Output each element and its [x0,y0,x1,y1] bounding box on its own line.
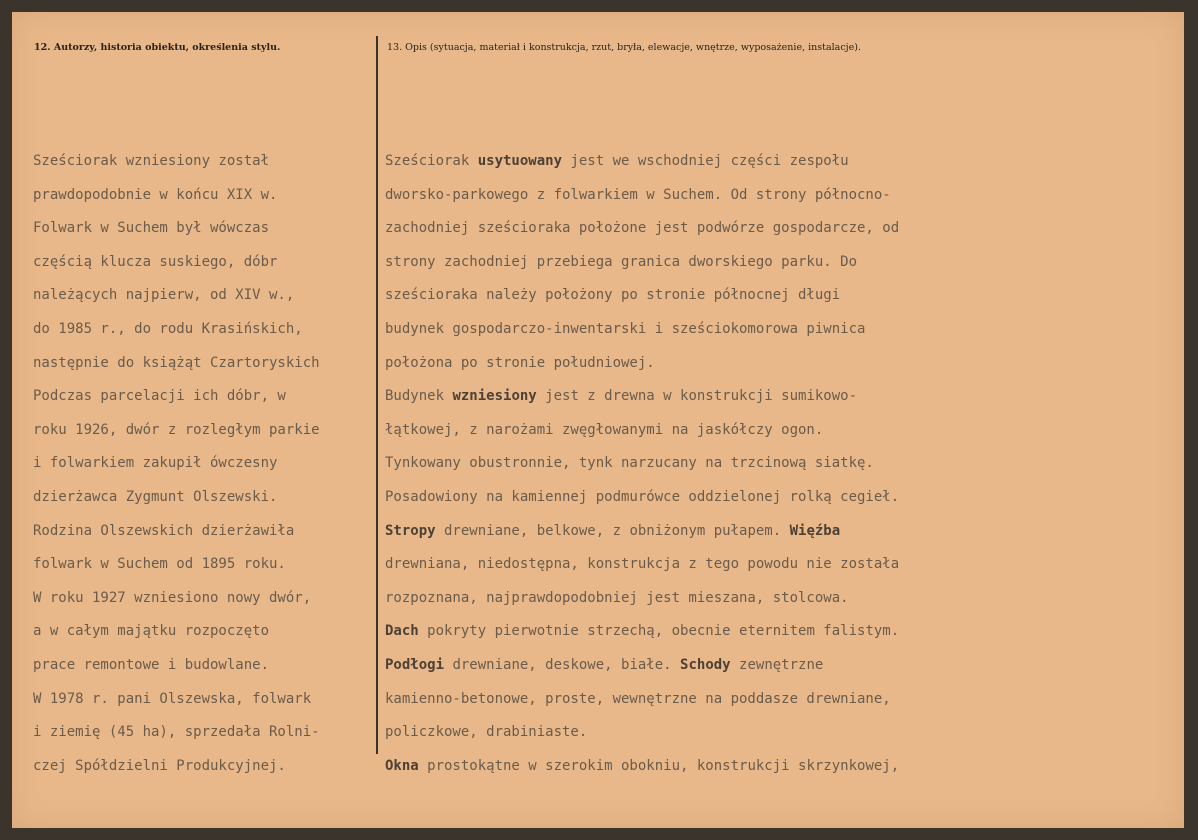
text-segment: drewniana, niedostępna, konstrukcja z tego powodu nie została [385,556,900,573]
text-line [385,246,899,280]
text-line: roku 1926, dwór z rozległym parkie [33,421,320,438]
emphasized-term: Podłogi [385,656,445,673]
text-line: Rodzina Olszewskich dzierżawiła [33,522,295,539]
text-segment: Posadowiony na kamiennej podmurówce oddzielonej rolką cegieł. [385,488,900,505]
text-segment: zachodniej sześcioraka położone jest podwórze gospodarcze, od [385,220,900,237]
emphasized-term: usytuowany [477,153,563,169]
text-line [385,313,899,347]
text-line [385,716,899,750]
text-line: należących najpierw, od XIV w., [33,287,295,304]
text-line [385,447,899,481]
text-segment: Tynkowany obustronnie, tynk narzucany na trzcinową siatkę. [385,455,874,472]
text-line: Sześciorak wzniesiony został [33,153,270,169]
text-segment: budynek gospodarczo-inwentarski i sześciokomorowa piwnica [385,320,866,337]
text-segment: kamienno-betonowe, proste, wewnętrzne na poddasze drewniane, [385,690,891,707]
text-segment: Budynek [385,388,453,405]
section-13-header: 13. Opis (sytuacja, materiał i konstrukcja, rzut, bryła, elewacje, wnętrze, wyposażenie, instalacje). [387,42,861,53]
text-line [385,615,899,649]
text-line: czej Spółdzielni Produkcyjnej. [33,757,286,774]
text-segment: drewniane, deskowe, białe. [444,656,681,673]
text-line [385,649,899,683]
emphasized-term: Więźba [789,522,841,539]
text-line: prace remontowe i budowlane. [33,656,270,673]
section-12-header: 12. Autorzy, historia obiektu, określenia stylu. [34,42,281,53]
text-segment: pokryty pierwotnie strzechą, obecnie eternitem falistym. [418,623,900,640]
text-segment: łątkowej, z narożami zwęgłowanymi na jaskółczy ogon. [385,421,824,438]
text-line [385,347,899,381]
text-line: częścią klucza suskiego, dóbr [33,253,278,270]
text-line: a w całym majątku rozpoczęto [33,623,270,640]
emphasized-term: Stropy [385,522,436,539]
text-segment: strony zachodniej przebiega granica dworskiego parku. Do [385,253,858,270]
text-line: prawdopodobnie w końcu XIX w. [33,186,278,203]
text-line [385,145,899,179]
text-line: Folwark w Suchem był wówczas [33,220,270,237]
text-segment: zewnętrzne [730,656,824,673]
document-page [12,12,1184,828]
text-line [385,750,899,784]
text-line: do 1985 r., do rodu Krasińskich, [33,320,303,337]
emphasized-term: Dach [385,623,419,640]
column-divider [376,36,378,754]
text-line: dzierżawca Zygmunt Olszewski. [33,488,278,505]
text-segment: rozpoznana, najprawdopodobniej jest mieszana, stolcowa. [385,589,849,606]
text-line [385,212,899,246]
text-segment: jest z drewna w konstrukcji sumikowo- [536,388,858,405]
text-segment: prostokątne w szerokim obokniu, konstrukcji skrzynkowej, [418,757,900,774]
text-line [385,380,899,414]
text-segment: dworsko-parkowego z folwarkiem w Suchem. Od strony północno- [385,186,891,203]
text-line [385,481,899,515]
text-segment: sześcioraka należy położony po stronie północnej długi [385,287,841,304]
text-segment: Sześciorak [385,153,478,169]
history-text-column [33,145,320,783]
text-line: Podczas parcelacji ich dóbr, w [33,388,286,405]
text-segment: jest we wschodniej części zespołu [562,153,849,169]
description-text-column [385,145,899,783]
text-line: i ziemię (45 ha), sprzedała Rolni- [33,724,320,741]
emphasized-term: wzniesiony [452,388,537,405]
text-line [385,582,899,616]
emphasized-term: Schody [680,656,731,673]
text-line [385,414,899,448]
text-line [385,548,899,582]
text-line: W 1978 r. pani Olszewska, folwark [33,690,312,707]
text-line [385,179,899,213]
text-line: W roku 1927 wzniesiono nowy dwór, [33,589,312,606]
text-line: i folwarkiem zakupił ówczesny [33,455,278,472]
emphasized-term: Okna [385,757,419,774]
text-segment: policzkowe, drabiniaste. [385,724,588,741]
text-line [385,515,899,549]
text-segment: położona po stronie południowej. [385,354,655,371]
text-segment: drewniane, belkowe, z obniżonym pułapem. [435,522,790,539]
text-line: folwark w Suchem od 1895 roku. [33,556,286,573]
text-line [385,683,899,717]
text-line [385,279,899,313]
text-line: następnie do książąt Czartoryskich [33,354,320,371]
